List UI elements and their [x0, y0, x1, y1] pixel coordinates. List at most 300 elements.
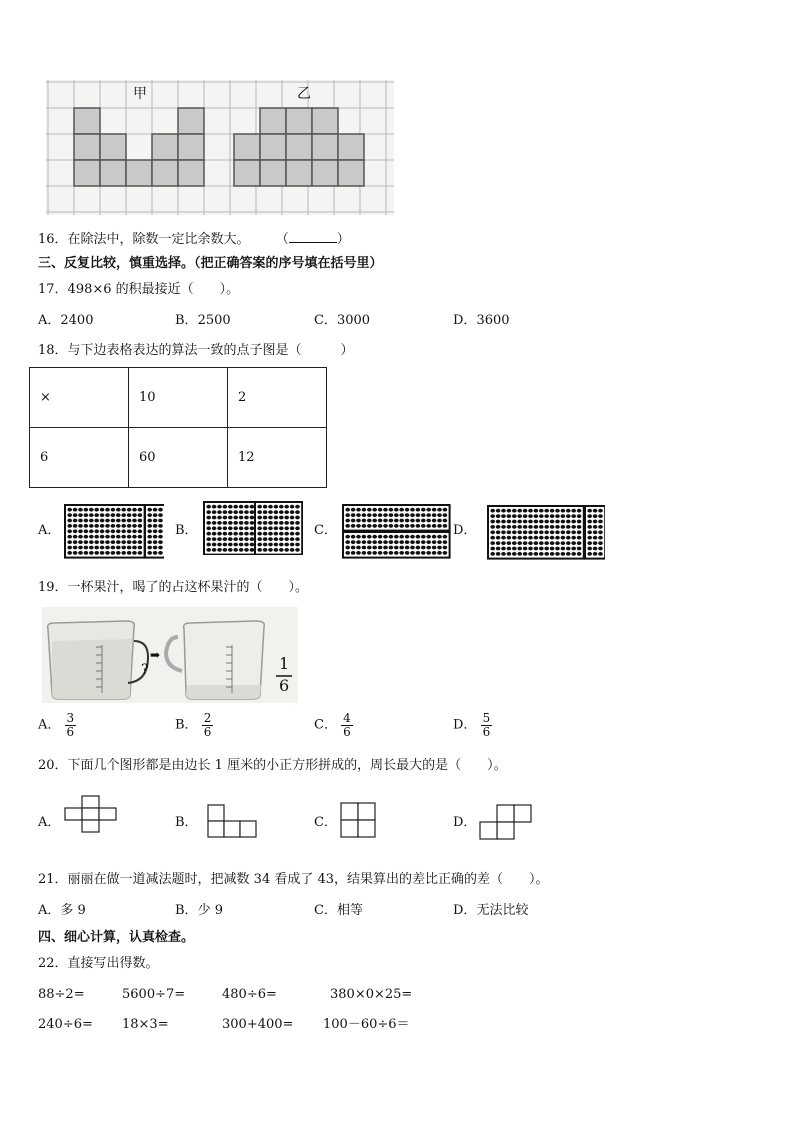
dot: [250, 543, 255, 547]
dot: [517, 541, 522, 545]
dot: [257, 543, 262, 547]
q20-option-d-letter[interactable]: D．: [453, 815, 477, 830]
dot: [587, 525, 592, 529]
dot: [432, 508, 437, 512]
dot: [496, 514, 501, 518]
dot: [490, 520, 495, 524]
dot: [571, 509, 576, 513]
dot: [372, 519, 377, 523]
dot: [284, 521, 289, 525]
dot: [290, 521, 295, 525]
dot: [539, 530, 544, 534]
dot: [534, 547, 539, 551]
dot: [84, 508, 89, 512]
dot: [566, 525, 571, 529]
label-yi: 乙: [297, 86, 311, 102]
dot: [228, 537, 233, 541]
dot: [138, 513, 143, 517]
dot: [295, 543, 300, 547]
dot: [279, 521, 284, 525]
dot: [121, 524, 126, 528]
dot: [539, 525, 544, 529]
calc-item[interactable]: 380×0×25=: [330, 987, 413, 1002]
dot: [523, 525, 528, 529]
dot: [268, 526, 273, 530]
dot: [426, 546, 431, 550]
fraction: [202, 712, 214, 739]
dot: [528, 536, 533, 540]
dot: [534, 509, 539, 513]
dot: [94, 546, 99, 550]
q17-option-a[interactable]: [38, 313, 93, 329]
dot: [257, 505, 262, 509]
dot: [507, 541, 512, 545]
dot: [295, 510, 300, 514]
dot: [158, 551, 163, 555]
dot: [239, 537, 244, 541]
dot: [490, 514, 495, 518]
dot: [372, 551, 377, 555]
q18-dot-figure-c[interactable]: [342, 503, 454, 559]
dot: [351, 546, 356, 550]
dot: [78, 540, 83, 544]
dot: [416, 524, 421, 528]
dot: [105, 508, 110, 512]
dot: [356, 540, 361, 544]
dot: [496, 536, 501, 540]
q18-option-c-letter[interactable]: C．: [314, 523, 337, 538]
dot: [111, 513, 116, 517]
dot: [111, 524, 116, 528]
dot: [561, 509, 566, 513]
dot: [517, 525, 522, 529]
dot: [244, 521, 249, 525]
dot: [561, 547, 566, 551]
table-cell: ×: [30, 368, 129, 428]
dot: [561, 514, 566, 518]
dot: [158, 546, 163, 550]
dot: [121, 535, 126, 539]
dot: [571, 541, 576, 545]
dot: [233, 521, 238, 525]
dot: [244, 516, 249, 520]
dot: [290, 537, 295, 541]
dot: [517, 530, 522, 534]
dot: [389, 551, 394, 555]
dot: [127, 540, 132, 544]
dot: [362, 551, 367, 555]
option-letter: C．: [314, 903, 337, 918]
dot: [212, 521, 217, 525]
option-letter: A．: [38, 903, 61, 918]
dot: [383, 540, 388, 544]
dot: [100, 519, 105, 523]
dot: [284, 505, 289, 509]
dot: [94, 519, 99, 523]
q19-option-d[interactable]: [453, 712, 492, 739]
dot: [78, 529, 83, 533]
dot: [233, 548, 238, 552]
dot: [544, 536, 549, 540]
dot: [362, 513, 367, 517]
dot: [561, 525, 566, 529]
dot: [78, 508, 83, 512]
dot: [257, 521, 262, 525]
dot: [421, 508, 426, 512]
dot: [539, 552, 544, 556]
dot: [284, 516, 289, 520]
numerator: 4: [343, 711, 351, 725]
dot: [295, 532, 300, 536]
q21-option-a[interactable]: [38, 903, 86, 919]
dot: [555, 520, 560, 524]
dot: [534, 525, 539, 529]
dot: [147, 529, 152, 533]
dot: [496, 520, 501, 524]
q20-shape-c[interactable]: [340, 802, 378, 838]
dot: [217, 516, 222, 520]
q18-dot-figure-b[interactable]: [203, 501, 303, 555]
dot: [100, 540, 105, 544]
q18-option-a-letter[interactable]: A．: [38, 523, 61, 538]
q20-option-b-letter[interactable]: B．: [175, 815, 198, 830]
dot: [212, 537, 217, 541]
dot: [372, 524, 377, 528]
dot: [127, 508, 132, 512]
dot: [147, 513, 152, 517]
calc-item[interactable]: 18×3=: [122, 1017, 169, 1032]
dot: [416, 513, 421, 517]
dot: [410, 540, 415, 544]
q19-option-a[interactable]: [38, 712, 76, 739]
dot: [284, 526, 289, 530]
dot: [512, 552, 517, 556]
dot: [496, 541, 501, 545]
q20-shape-a[interactable]: [64, 795, 118, 833]
dot: [598, 552, 603, 556]
dot: [383, 513, 388, 517]
section4-title: 四、细心计算，认真检查。: [38, 930, 195, 945]
dot: [421, 540, 426, 544]
dot: [279, 543, 284, 547]
dot: [100, 535, 105, 539]
dot: [507, 525, 512, 529]
dot: [593, 514, 598, 518]
dot: [367, 513, 372, 517]
dot: [410, 508, 415, 512]
dot: [539, 536, 544, 540]
dot: [555, 530, 560, 534]
q20-shape-b[interactable]: [207, 804, 257, 838]
dot: [512, 530, 517, 534]
q19-option-b[interactable]: [175, 712, 213, 739]
dot: [528, 514, 533, 518]
dot: [512, 541, 517, 545]
dot: [250, 548, 255, 552]
dot: [399, 535, 404, 539]
dot: [356, 508, 361, 512]
dot: [528, 530, 533, 534]
option-value: 少 9: [197, 903, 223, 918]
full-cup-juice: [52, 639, 132, 699]
denominator: 6: [343, 725, 351, 739]
dot: [598, 541, 603, 545]
dot: [116, 551, 121, 555]
dot: [73, 551, 78, 555]
dot: [73, 519, 78, 523]
dot: [263, 543, 268, 547]
dot: [100, 546, 105, 550]
dot: [410, 519, 415, 523]
dot: [501, 530, 506, 534]
dot: [223, 505, 228, 509]
dot: [593, 530, 598, 534]
dot: [138, 519, 143, 523]
dot: [295, 521, 300, 525]
dot: [367, 519, 372, 523]
dot: [501, 509, 506, 513]
calc-item[interactable]: 300+400=: [222, 1017, 294, 1032]
dot: [84, 546, 89, 550]
dot: [437, 519, 442, 523]
calc-item[interactable]: 100－60÷6＝: [323, 1017, 410, 1032]
q17-text: 17．498×6 的积最接近（ ）。: [38, 282, 240, 297]
remaining-juice: [186, 685, 261, 699]
label-jia: 甲: [133, 86, 147, 102]
dot: [105, 546, 110, 550]
dot: [217, 521, 222, 525]
table-cell: 60: [129, 428, 228, 488]
dot: [212, 526, 217, 530]
dot: [421, 551, 426, 555]
dot: [274, 505, 279, 509]
dot: [550, 509, 555, 513]
dot: [405, 519, 410, 523]
dot: [577, 525, 582, 529]
dot: [105, 519, 110, 523]
dot: [587, 541, 592, 545]
dot: [244, 537, 249, 541]
dot: [228, 510, 233, 514]
q20-option-c-letter[interactable]: C．: [314, 815, 337, 830]
dot: [378, 546, 383, 550]
dot: [389, 519, 394, 523]
dot: [501, 547, 506, 551]
dot: [490, 509, 495, 513]
q17-option-c[interactable]: [314, 313, 370, 329]
dot: [571, 514, 576, 518]
dot: [416, 540, 421, 544]
dot-block-frame: [255, 502, 302, 555]
dot: [501, 552, 506, 556]
dot: [539, 541, 544, 545]
dot: [295, 548, 300, 552]
dot: [100, 551, 105, 555]
dot: [383, 535, 388, 539]
dot: [105, 535, 110, 539]
q21-option-c[interactable]: [314, 903, 363, 919]
dot: [593, 547, 598, 551]
dot: [544, 552, 549, 556]
dot: [372, 540, 377, 544]
q21-option-d[interactable]: [453, 903, 528, 919]
dot: [405, 524, 410, 528]
dot: [598, 530, 603, 534]
dot: [228, 532, 233, 536]
option-letter: B．: [175, 717, 198, 733]
dot: [138, 508, 143, 512]
dot: [351, 513, 356, 517]
dot: [290, 548, 295, 552]
dot: [94, 535, 99, 539]
dot: [523, 530, 528, 534]
dot: [571, 520, 576, 524]
dot: [528, 541, 533, 545]
table-cell: 2: [228, 368, 327, 428]
q18-dot-figure-d[interactable]: [487, 505, 605, 561]
dot: [432, 535, 437, 539]
dot: [405, 513, 410, 517]
dot: [544, 530, 549, 534]
dot: [351, 524, 356, 528]
dot: [217, 543, 222, 547]
dot: [67, 519, 72, 523]
dot: [116, 535, 121, 539]
calc-item[interactable]: 240÷6=: [38, 1017, 93, 1032]
dot: [389, 540, 394, 544]
dot: [89, 519, 94, 523]
dot: [496, 552, 501, 556]
dot: [263, 516, 268, 520]
dot: [263, 510, 268, 514]
dot: [94, 508, 99, 512]
dot: [263, 521, 268, 525]
denominator: 6: [482, 725, 491, 739]
dot: [67, 540, 72, 544]
dot: [121, 540, 126, 544]
dot: [250, 532, 255, 536]
dot: [410, 535, 415, 539]
dot: [566, 530, 571, 534]
dot: [121, 519, 126, 523]
dot: [517, 509, 522, 513]
q22-text: 22．直接写出得数。: [38, 956, 159, 971]
dot: [372, 513, 377, 517]
dot: [437, 546, 442, 550]
dot: [268, 516, 273, 520]
dot: [147, 519, 152, 523]
dot: [284, 548, 289, 552]
q20-option-a-letter[interactable]: A．: [38, 815, 61, 830]
dot: [94, 513, 99, 517]
dot: [383, 524, 388, 528]
dot: [290, 505, 295, 509]
calc-item[interactable]: 88÷2=: [38, 987, 85, 1002]
dot: [206, 543, 211, 547]
dot: [279, 516, 284, 520]
q20-shape-d[interactable]: [479, 804, 533, 840]
calc-item[interactable]: 5600÷7=: [122, 987, 186, 1002]
dot: [534, 520, 539, 524]
dot: [507, 520, 512, 524]
dot: [566, 509, 571, 513]
dot: [239, 548, 244, 552]
dot: [147, 551, 152, 555]
option-letter: D．: [453, 313, 477, 328]
q18-option-d-letter[interactable]: D．: [453, 523, 477, 538]
dot: [550, 547, 555, 551]
q18-option-b-letter[interactable]: B．: [175, 523, 198, 538]
dot: [501, 520, 506, 524]
dot: [528, 552, 533, 556]
dot: [555, 552, 560, 556]
option-value: 2500: [197, 313, 231, 328]
dot: [378, 551, 383, 555]
dot: [598, 547, 603, 551]
dot: [443, 519, 448, 523]
numerator: 2: [203, 711, 212, 725]
dot: [405, 535, 410, 539]
q16-answer-blank[interactable]: [289, 230, 337, 243]
dot: [512, 509, 517, 513]
dot: [426, 519, 431, 523]
dot: [153, 524, 158, 528]
dot: [389, 535, 394, 539]
dot: [378, 513, 383, 517]
q18-dot-figure-a[interactable]: [64, 503, 164, 559]
dot: [138, 546, 143, 550]
dot: [73, 508, 78, 512]
grid-drawing: [46, 80, 394, 215]
dot: [223, 543, 228, 547]
dot: [206, 537, 211, 541]
dot: [94, 529, 99, 533]
dot: [577, 552, 582, 556]
dot: [274, 510, 279, 514]
q19-option-c[interactable]: [314, 712, 353, 739]
dot: [268, 521, 273, 525]
q17-option-b[interactable]: [175, 313, 231, 329]
dot: [268, 548, 273, 552]
dot: [410, 546, 415, 550]
dot: [147, 535, 152, 539]
dot: [405, 546, 410, 550]
dot: [67, 535, 72, 539]
dot: [394, 540, 399, 544]
dot: [94, 524, 99, 528]
dot: [544, 541, 549, 545]
dot: [89, 551, 94, 555]
dot: [158, 535, 163, 539]
dot: [239, 510, 244, 514]
denominator: 6: [203, 725, 212, 739]
calc-item[interactable]: 480÷6=: [222, 987, 277, 1002]
dot: [528, 547, 533, 551]
dot: [394, 508, 399, 512]
dot: [351, 535, 356, 539]
dot: [378, 535, 383, 539]
q21-option-b[interactable]: [175, 903, 223, 919]
dot: [399, 551, 404, 555]
dot: [356, 535, 361, 539]
dot: [78, 513, 83, 517]
dot: [217, 505, 222, 509]
dot: [399, 540, 404, 544]
dot: [437, 513, 442, 517]
dot: [566, 547, 571, 551]
q17-option-d[interactable]: [453, 313, 510, 329]
dot: [239, 505, 244, 509]
